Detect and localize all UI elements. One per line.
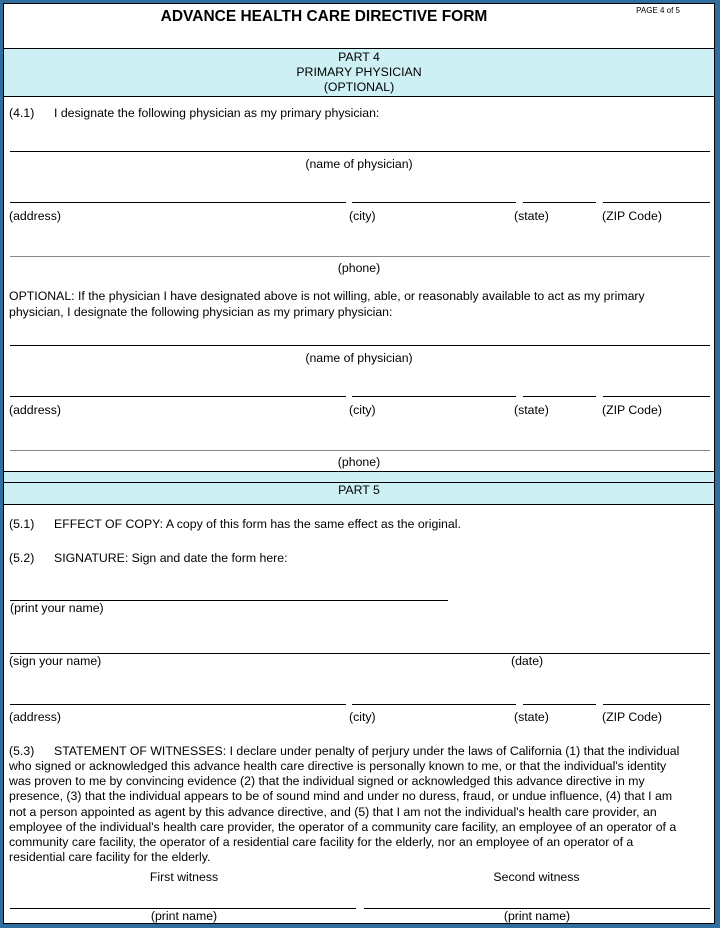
form-title: ADVANCE HEALTH CARE DIRECTIVE FORM xyxy=(160,8,488,25)
first-witness-label: First witness xyxy=(149,870,219,884)
item-5-2-number: (5.2) xyxy=(9,551,35,565)
form-page xyxy=(3,3,715,924)
physician2-state-line[interactable] xyxy=(523,396,596,397)
physician2-phone-line[interactable] xyxy=(10,450,710,451)
witness-statement-line2: who signed or acknowledged this advance health care directive is personally known to me, or that the individual's identity xyxy=(9,759,667,773)
item-5-2-text: SIGNATURE: Sign and date the form here: xyxy=(54,551,288,565)
signer-zip-label: (ZIP Code) xyxy=(602,710,662,724)
optional-text-line1: OPTIONAL: If the physician I have designated above is not willing, able, or reasonably available to act as my primary xyxy=(9,289,645,303)
part4-label: PART 4 xyxy=(338,50,380,64)
second-witness-print-name-label: (print name) xyxy=(503,909,571,923)
physician2-address-label: (address) xyxy=(9,403,61,417)
physician1-city-line[interactable] xyxy=(352,202,516,203)
signer-address-line[interactable] xyxy=(10,704,346,705)
part5-header-divider xyxy=(4,482,714,483)
item-5-1-text: EFFECT OF COPY: A copy of this form has the same effect as the original. xyxy=(54,517,461,531)
physician1-address-label: (address) xyxy=(9,209,61,223)
part5-title: PART 5 xyxy=(338,483,380,497)
physician2-name-line[interactable] xyxy=(10,345,710,346)
item-5-1-number: (5.1) xyxy=(9,517,35,531)
signer-zip-line[interactable] xyxy=(603,704,710,705)
page-number: PAGE 4 of 5 xyxy=(636,6,680,15)
physician2-state-label: (state) xyxy=(514,403,549,417)
signer-state-label: (state) xyxy=(514,710,549,724)
print-your-name-label: (print your name) xyxy=(10,601,104,615)
physician1-zip-line[interactable] xyxy=(603,202,710,203)
signer-city-line[interactable] xyxy=(352,704,516,705)
physician2-phone-label: (phone) xyxy=(337,455,381,469)
second-witness-label: Second witness xyxy=(493,870,580,884)
physician1-name-label: (name of physician) xyxy=(305,157,413,171)
physician2-name-label: (name of physician) xyxy=(305,351,413,365)
witness-statement-line1: STATEMENT OF WITNESSES: I declare under penalty of perjury under the laws of California (1) that the individual xyxy=(54,744,680,758)
physician1-state-line[interactable] xyxy=(523,202,596,203)
physician1-address-line[interactable] xyxy=(10,202,346,203)
physician1-phone-label: (phone) xyxy=(337,261,381,275)
physician1-zip-label: (ZIP Code) xyxy=(602,209,662,223)
part4-subtitle: (OPTIONAL) xyxy=(323,80,395,94)
item-4-1-text: I designate the following physician as my primary physician: xyxy=(54,106,380,120)
physician1-state-label: (state) xyxy=(514,209,549,223)
date-label: (date) xyxy=(511,654,544,668)
witness-statement-line5: not a person appointed as agent by this advance directive, and (5) that I am not the individual's health care provider, an xyxy=(9,805,657,819)
physician2-zip-line[interactable] xyxy=(603,396,710,397)
witness-statement-line3: was proven to me by convincing evidence (2) that the individual signed or acknowledged this advance directive in my xyxy=(9,774,645,788)
part5-header xyxy=(4,471,714,505)
signer-city-label: (city) xyxy=(349,710,376,724)
signer-state-line[interactable] xyxy=(523,704,596,705)
item-5-3-number: (5.3) xyxy=(9,744,35,758)
sign-your-name-label: (sign your name) xyxy=(9,654,102,668)
witness-statement-line4: presence, (3) that the individual appears to be of sound mind and under no duress, fraud, or undue influence, (4) that I am xyxy=(9,789,673,803)
physician2-city-label: (city) xyxy=(349,403,376,417)
signer-address-label: (address) xyxy=(9,710,61,724)
physician2-address-line[interactable] xyxy=(10,396,346,397)
part4-header xyxy=(4,48,714,97)
part4-title: PRIMARY PHYSICIAN xyxy=(296,65,422,79)
physician1-name-line[interactable] xyxy=(10,151,710,152)
item-4-1-number: (4.1) xyxy=(9,106,35,120)
optional-text-line2: physician, I designate the following physician as my primary physician: xyxy=(9,305,393,319)
witness-statement-line6: employee of the individual's health care provider, the operator of a community care facility, an employee of an operator of a xyxy=(9,820,677,834)
physician2-city-line[interactable] xyxy=(352,396,516,397)
physician1-phone-line[interactable] xyxy=(10,256,710,257)
signature-date-line[interactable] xyxy=(10,653,710,654)
physician1-city-label: (city) xyxy=(349,209,376,223)
first-witness-print-name-label: (print name) xyxy=(150,909,218,923)
witness-statement-line7: community care facility, the operator of a residential care facility for the elderly, nor an employee of an operator of a xyxy=(9,835,634,849)
witness-statement-line8: residential care facility for the elderly. xyxy=(9,850,211,864)
physician2-zip-label: (ZIP Code) xyxy=(602,403,662,417)
